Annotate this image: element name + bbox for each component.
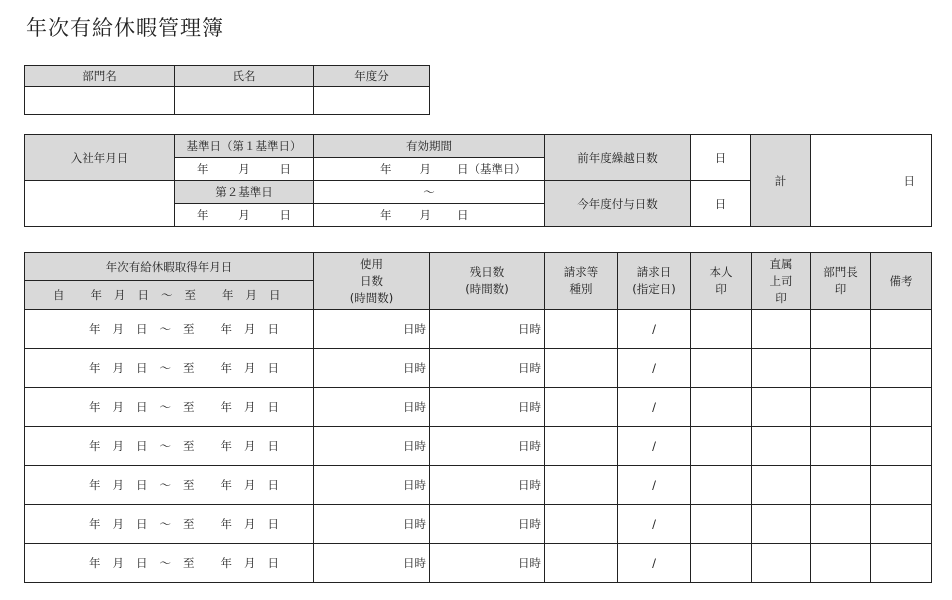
table-row — [25, 544, 932, 583]
name-field[interactable] — [175, 87, 314, 115]
year-unit: 年 — [89, 439, 101, 453]
tilde: ～ — [159, 439, 171, 453]
year-unit: 年 — [90, 288, 102, 302]
day-hour-unit: 日時 — [403, 322, 426, 336]
supervisor-seal-cell[interactable] — [752, 544, 811, 583]
manager-seal-cell[interactable] — [811, 505, 871, 544]
used-header-line: 使用 — [360, 256, 383, 271]
request-type-cell[interactable] — [545, 505, 618, 544]
date-slash: / — [652, 517, 656, 531]
remaining-days-cell[interactable] — [430, 388, 545, 427]
request-date-header-line: 請求日 — [636, 265, 672, 279]
remaining-days-cell[interactable] — [430, 505, 545, 544]
from-label: 自 — [53, 288, 65, 302]
day-unit: 日 — [136, 439, 148, 453]
date-slash: / — [652, 400, 656, 414]
date-slash: / — [652, 361, 656, 375]
employee-info-table — [24, 65, 430, 115]
valid-to-date[interactable] — [314, 204, 545, 227]
day-unit: 日 — [136, 478, 148, 492]
request-type-cell[interactable] — [545, 349, 618, 388]
month-unit: 月 — [112, 478, 124, 492]
base1-label: 基準日（第１基準日） — [175, 135, 314, 158]
month-unit: 月 — [244, 556, 256, 570]
manager-seal-cell[interactable] — [811, 544, 871, 583]
name-label: 氏名 — [175, 66, 314, 87]
notes-header: 備考 — [871, 253, 932, 310]
notes-cell[interactable] — [871, 466, 932, 505]
day-hour-unit: 日時 — [518, 439, 541, 453]
taken-range-cell[interactable] — [25, 427, 314, 466]
taken-range-cell[interactable] — [25, 505, 314, 544]
self-header-line: 印 — [715, 282, 727, 296]
tilde: ～ — [161, 288, 173, 302]
year-unit: 年 — [220, 322, 232, 336]
day-unit: 日 — [267, 361, 279, 375]
day-unit: 日 — [279, 162, 291, 176]
request-date-cell[interactable] — [618, 466, 691, 505]
day-unit: 日 — [279, 208, 291, 222]
taken-range-cell[interactable] — [25, 349, 314, 388]
supervisor-seal-cell[interactable] — [752, 427, 811, 466]
month-unit: 月 — [245, 288, 257, 302]
year-unit: 年 — [89, 556, 101, 570]
base2-label: 第２基準日 — [175, 181, 314, 204]
day-unit: 日 — [267, 478, 279, 492]
used-header-line: (時間数) — [349, 290, 394, 305]
grant-info-table — [24, 134, 932, 227]
month-unit: 月 — [244, 361, 256, 375]
dept-label: 部門名 — [25, 66, 175, 87]
month-unit: 月 — [244, 478, 256, 492]
supervisor-seal-cell[interactable] — [752, 388, 811, 427]
manager-seal-cell[interactable] — [811, 388, 871, 427]
day-hour-unit: 日時 — [403, 361, 426, 375]
request-type-cell[interactable] — [545, 466, 618, 505]
granted-label: 今年度付与日数 — [545, 181, 691, 227]
day-hour-unit: 日時 — [518, 517, 541, 531]
total-label: 計 — [751, 135, 811, 227]
to-label: 至 — [183, 322, 195, 336]
manager-seal-cell[interactable] — [811, 427, 871, 466]
date-slash: / — [652, 439, 656, 453]
to-label: 至 — [183, 517, 195, 531]
day-unit: 日 — [136, 517, 148, 531]
tilde: ～ — [159, 478, 171, 492]
year-unit: 年 — [220, 556, 232, 570]
to-label: 至 — [183, 556, 195, 570]
hire-date-label: 入社年月日 — [25, 135, 175, 181]
day-unit: 日 — [267, 439, 279, 453]
table-row — [25, 388, 932, 427]
year-label: 年度分 — [314, 66, 430, 87]
request-date-header — [618, 253, 691, 310]
self-seal-cell[interactable] — [691, 310, 752, 349]
to-label: 至 — [183, 400, 195, 414]
carry-over-days[interactable] — [691, 135, 751, 181]
total-days[interactable] — [811, 135, 932, 227]
supervisor-header-line: 直属 — [769, 256, 793, 271]
used-days-cell[interactable] — [314, 388, 430, 427]
supervisor-seal-header — [752, 253, 811, 310]
self-seal-cell[interactable] — [691, 505, 752, 544]
request-type-cell[interactable] — [545, 310, 618, 349]
month-unit: 月 — [112, 517, 124, 531]
used-days-cell[interactable] — [314, 349, 430, 388]
remaining-days-cell[interactable] — [430, 427, 545, 466]
month-unit: 月 — [238, 162, 250, 176]
day-hour-unit: 日時 — [518, 400, 541, 414]
year-unit: 年 — [222, 288, 234, 302]
taken-range-cell[interactable] — [25, 466, 314, 505]
year-unit: 年 — [197, 208, 209, 222]
taken-range-header — [25, 281, 314, 310]
tilde: ～ — [159, 361, 171, 375]
table-row — [25, 466, 932, 505]
year-unit: 年 — [89, 517, 101, 531]
request-date-cell[interactable] — [618, 505, 691, 544]
to-label: 至 — [183, 439, 195, 453]
to-label: 至 — [183, 478, 195, 492]
tilde: ～ — [159, 556, 171, 570]
day-unit: 日 — [267, 517, 279, 531]
month-unit: 月 — [112, 400, 124, 414]
day-hour-unit: 日時 — [518, 556, 541, 570]
day-hour-unit: 日時 — [403, 478, 426, 492]
month-unit: 月 — [244, 517, 256, 531]
day-hour-unit: 日時 — [403, 556, 426, 570]
request-type-cell[interactable] — [545, 427, 618, 466]
valid-from-date[interactable] — [314, 158, 545, 181]
day-unit: 日 — [714, 150, 727, 165]
month-unit: 月 — [244, 400, 256, 414]
year-unit: 年 — [89, 400, 101, 414]
remaining-days-cell[interactable] — [430, 466, 545, 505]
tilde: ～ — [159, 400, 171, 414]
used-days-cell[interactable] — [314, 544, 430, 583]
supervisor-seal-cell[interactable] — [752, 349, 811, 388]
year-unit: 年 — [220, 400, 232, 414]
day-unit: 日 — [714, 196, 727, 211]
year-unit: 年 — [220, 439, 232, 453]
request-type-header-line: 請求等 — [563, 265, 599, 279]
tilde: ～ — [314, 181, 545, 204]
manager-seal-cell[interactable] — [811, 466, 871, 505]
taken-range-cell[interactable] — [25, 544, 314, 583]
self-header-line: 本人 — [709, 265, 733, 279]
request-type-header-line: 種別 — [569, 282, 593, 296]
month-unit: 月 — [112, 361, 124, 375]
day-unit: 日 — [136, 322, 148, 336]
request-type-cell[interactable] — [545, 388, 618, 427]
notes-cell[interactable] — [871, 388, 932, 427]
year-unit: 年 — [220, 361, 232, 375]
year-unit: 年 — [197, 162, 209, 176]
to-label: 至 — [184, 288, 196, 302]
day-hour-unit: 日時 — [403, 400, 426, 414]
remaining-header-line: (時間数) — [465, 282, 509, 296]
day-hour-unit: 日時 — [518, 478, 541, 492]
month-unit: 月 — [112, 322, 124, 336]
notes-cell[interactable] — [871, 349, 932, 388]
table-row — [25, 310, 932, 349]
day-unit: 日 — [267, 556, 279, 570]
day-unit: 日 — [903, 173, 915, 188]
used-days-header — [314, 253, 430, 310]
page-title: 年次有給休暇管理簿 — [26, 16, 224, 40]
month-unit: 月 — [238, 208, 250, 222]
used-days-cell[interactable] — [314, 427, 430, 466]
self-seal-cell[interactable] — [691, 349, 752, 388]
taken-date-header: 年次有給休暇取得年月日 — [25, 253, 314, 281]
supervisor-header-line: 上司 — [769, 273, 793, 288]
supervisor-header-line: 印 — [775, 290, 787, 305]
notes-cell[interactable] — [871, 427, 932, 466]
remaining-days-cell[interactable] — [430, 349, 545, 388]
year-unit: 年 — [89, 361, 101, 375]
month-unit: 月 — [419, 162, 431, 176]
request-date-cell[interactable] — [618, 427, 691, 466]
base2-date[interactable] — [175, 204, 314, 227]
day-unit: 日 — [136, 556, 148, 570]
notes-cell[interactable] — [871, 505, 932, 544]
request-date-cell[interactable] — [618, 544, 691, 583]
dept-field[interactable] — [25, 87, 175, 115]
self-seal-cell[interactable] — [691, 466, 752, 505]
day-unit: 日 — [136, 361, 148, 375]
base1-date[interactable] — [175, 158, 314, 181]
day-unit: 日 — [269, 288, 281, 302]
day-hour-unit: 日時 — [518, 322, 541, 336]
manager-seal-header — [811, 253, 871, 310]
tilde: ～ — [159, 322, 171, 336]
hire-date-field[interactable] — [25, 181, 175, 227]
month-unit: 月 — [114, 288, 126, 302]
request-date-cell[interactable] — [618, 388, 691, 427]
supervisor-seal-cell[interactable] — [752, 505, 811, 544]
self-seal-cell[interactable] — [691, 388, 752, 427]
date-slash: / — [652, 556, 656, 570]
tilde: ～ — [159, 517, 171, 531]
table-row — [25, 505, 932, 544]
year-unit: 年 — [89, 322, 101, 336]
day-unit: 日 — [267, 322, 279, 336]
request-date-cell[interactable] — [618, 349, 691, 388]
manager-header-line: 部門長 — [823, 265, 858, 279]
granted-days[interactable] — [691, 181, 751, 227]
request-type-cell[interactable] — [545, 544, 618, 583]
year-unit: 年 — [220, 478, 232, 492]
carry-over-label: 前年度繰越日数 — [545, 135, 691, 181]
supervisor-seal-cell[interactable] — [752, 310, 811, 349]
remaining-days-cell[interactable] — [430, 310, 545, 349]
base-date-unit: 日（基準日） — [457, 162, 526, 176]
notes-cell[interactable] — [871, 544, 932, 583]
year-unit: 年 — [380, 162, 392, 176]
remaining-days-header — [430, 253, 545, 310]
taken-range-cell[interactable] — [25, 310, 314, 349]
manager-seal-cell[interactable] — [811, 310, 871, 349]
month-unit: 月 — [112, 439, 124, 453]
self-seal-cell[interactable] — [691, 544, 752, 583]
table-row — [25, 427, 932, 466]
used-days-cell[interactable] — [314, 466, 430, 505]
used-days-cell[interactable] — [314, 310, 430, 349]
day-unit: 日 — [457, 208, 469, 222]
day-unit: 日 — [136, 400, 148, 414]
request-date-header-line: (指定日) — [632, 282, 676, 296]
date-slash: / — [652, 478, 656, 492]
notes-cell[interactable] — [871, 310, 932, 349]
day-hour-unit: 日時 — [403, 439, 426, 453]
remaining-header-line: 残日数 — [469, 265, 505, 279]
table-row — [25, 349, 932, 388]
day-hour-unit: 日時 — [518, 361, 541, 375]
year-unit: 年 — [380, 208, 392, 222]
day-unit: 日 — [267, 400, 279, 414]
supervisor-seal-cell[interactable] — [752, 466, 811, 505]
request-date-cell[interactable] — [618, 310, 691, 349]
leave-record-table — [24, 252, 932, 583]
self-seal-cell[interactable] — [691, 427, 752, 466]
month-unit: 月 — [244, 322, 256, 336]
month-unit: 月 — [244, 439, 256, 453]
date-slash: / — [652, 322, 656, 336]
valid-period-label: 有効期間 — [314, 135, 545, 158]
year-field[interactable] — [314, 87, 430, 115]
year-unit: 年 — [220, 517, 232, 531]
manager-seal-cell[interactable] — [811, 349, 871, 388]
day-hour-unit: 日時 — [403, 517, 426, 531]
month-unit: 月 — [112, 556, 124, 570]
remaining-days-cell[interactable] — [430, 544, 545, 583]
year-unit: 年 — [89, 478, 101, 492]
month-unit: 月 — [419, 208, 431, 222]
manager-header-line: 印 — [834, 282, 847, 296]
used-days-cell[interactable] — [314, 505, 430, 544]
used-header-line: 日数 — [360, 273, 383, 288]
request-type-header — [545, 253, 618, 310]
self-seal-header — [691, 253, 752, 310]
taken-range-cell[interactable] — [25, 388, 314, 427]
day-unit: 日 — [137, 288, 149, 302]
to-label: 至 — [183, 361, 195, 375]
